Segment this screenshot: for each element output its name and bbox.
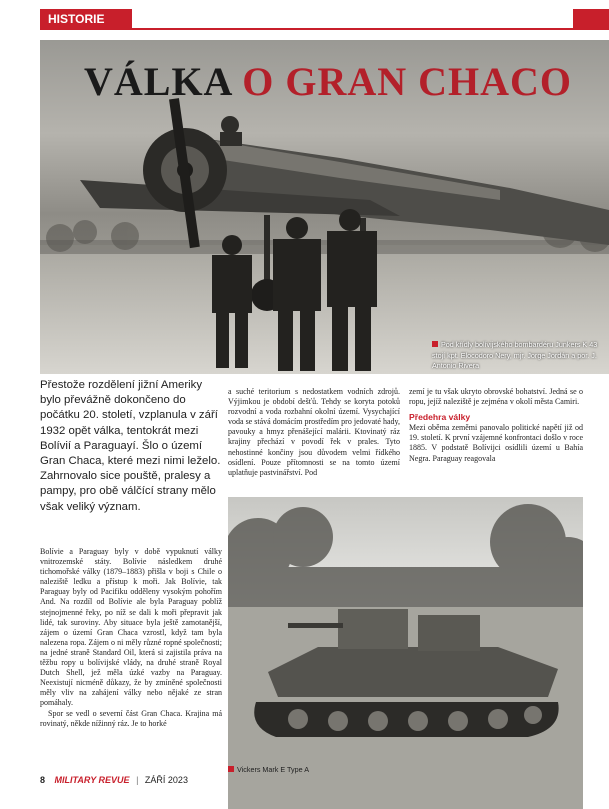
subheading: Předehra války	[409, 412, 471, 423]
page-title	[68, 58, 588, 105]
page-footer	[40, 775, 188, 785]
issue-date: ZÁŘÍ 2023	[144, 775, 188, 785]
article-column-1	[40, 547, 222, 729]
col1-paragraph-1: Bolívie a Paraguay byly v době vypuknutí války vnitrozemské státy. Bolívie následkem druhé tichomořské války (1879–1883) přišla v boji s Chile o naleziště ledku a přístup k moři. Jak Bolívie, tak Paraguay byly od Pacifiku odděleny vysokým pohořím And. Na rozdíl od Bolívie ale byla Paraguay poblíž stejnojmenné řeky, po níž se dali k moři přepravit jak lidé, tak suroviny. Aby situace byla ještě zamotanější, zájem o území Gran Chaca vzrostl, když tam byla nalezena ropa. Zájem o ni měly různé ropné společnosti; na jedné straně Standard Oil, která si zajistila práva na těžbu ropy u bolívijské vlády, na druhé straně Royal Dutch Shell, jež měla úzké vazby na Paraguay. Neexistují nicméně důkazy, že by zmíněné společnosti měly vliv na zahájení války nebo nějaké ze stran pomáhaly.	[40, 547, 222, 708]
top-rule	[132, 28, 574, 30]
footer-separator: |	[136, 775, 139, 785]
col3-paragraph-2: Mezi oběma zeměmi panovalo politické napětí již od 19. století. K první vzájemné konfrontaci došlo v roce 1885. V podstatě Bolívijci osídlili území u Bahía Negra. Paraguay reagovala	[409, 423, 583, 463]
title-part-2: O GRAN CHACO	[242, 59, 573, 104]
hero-photo	[40, 40, 609, 374]
tank-photo	[228, 497, 583, 809]
col3-paragraph-1: zemí je tu však ukryto obrovské bohatství. Jedná se o ropu, jejíž naleziště je zejména v okolí města Camiri.	[409, 387, 583, 407]
magazine-name: MILITARY REVUE	[54, 775, 130, 785]
hero-caption-text: Pod křídly bolívijského bombardéru Junkers K 43 stojí kpt. Elocodoro Nery, mjr. Jorge Jordán a por. J. Antonio Rivera	[432, 340, 598, 370]
tank-caption	[228, 765, 309, 774]
article-column-3	[409, 387, 583, 464]
section-tag: HISTORIE	[40, 9, 132, 30]
article-column-2	[228, 387, 400, 478]
header-accent	[573, 9, 609, 30]
caption-bullet-icon	[228, 766, 234, 772]
title-part-1: VÁLKA	[83, 59, 232, 104]
tank-photo-illustration	[228, 497, 583, 809]
col2-paragraph: a suché teritorium s nedostatkem vodních zdrojů. Výjimkou je období dešťů. Tehdy se koryta potoků rozvodní a voda rozbahní okolní území. Vysychající voda se stává domácím prostředím pro jedovaté hady, pavouky a hmyz přenášející malárii. Ktovinatý ráz krajiny přechází v povodí řek v prales. Tyto nehostinné končiny jsou důvodem velmi řídkého osídlení. Pouze přítomnosti se na tomto území uplatňuje pastvinářství. Pod	[228, 387, 400, 477]
caption-bullet-icon	[432, 341, 438, 347]
page-number: 8	[40, 775, 46, 785]
lead-paragraph: Přestože rozdělení jižní Ameriky bylo převážně dokončeno do počátku 20. století, vzplanula v září 1932 opět válka, tentokrát mezi Bolívií a Paraguayí. Šlo o území Gran Chaca, které mezi nimi leželo. Zahrnovalo sice pouště, pralesy a pampy, pro obě válčící strany mělo však veliký význam.	[40, 379, 221, 513]
tank-caption-text: Vickers Mark E Type A	[237, 765, 310, 774]
col1-paragraph-2: Spor se vedl o severní část Gran Chaca. Krajina má rovinatý, někde nížinný ráz. Je to horké	[40, 708, 222, 728]
hero-caption	[432, 340, 607, 372]
